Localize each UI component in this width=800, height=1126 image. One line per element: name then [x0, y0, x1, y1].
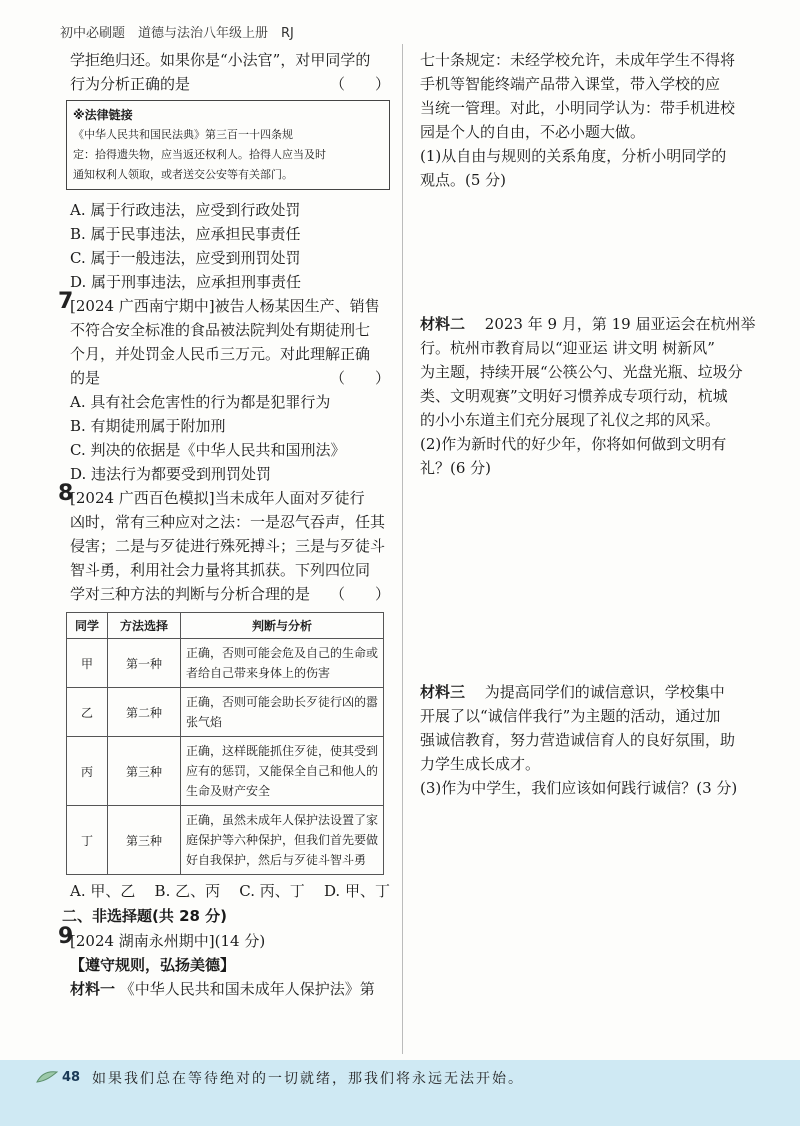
material-text: 为提高同学们的诚信意识，学校集中 — [469, 683, 725, 701]
answer-space[interactable] — [420, 800, 750, 960]
table-cell-analysis: 正确，否则可能会助长歹徒行凶的嚣张气焰 — [181, 688, 384, 737]
question-line: (1)从自由与规则的关系角度，分析小明同学的 — [420, 147, 727, 165]
table-cell-analysis: 正确，这样既能抓住歹徒，使其受到应有的惩罚，又能保全自己和他人的生命及财产安全 — [181, 737, 384, 806]
leaf-icon — [36, 1070, 58, 1084]
table-header: 判断与分析 — [181, 613, 384, 639]
q7-number: 7 — [58, 289, 74, 314]
table-cell-method: 第三种 — [108, 737, 181, 806]
law-link-line: 通知权利人领取，或者送交公安等有关部门。 — [73, 168, 293, 181]
column-divider — [402, 44, 403, 1054]
table-cell-analysis: 正确，否则可能会危及自己的生命或者给自己带来身体上的伤害 — [181, 639, 384, 688]
page-header — [60, 18, 760, 44]
material-line — [420, 312, 756, 336]
q6-text-line: 学拒绝归还。如果你是“小法官”，对甲同学的 — [70, 51, 371, 69]
material-line: 开展了以“诚信伴我行”为主题的活动，通过加 — [420, 707, 721, 725]
answer-paren[interactable]: （ ） — [329, 369, 390, 387]
table-cell-method: 第一种 — [108, 639, 181, 688]
law-link-line: 定：拾得遗失物，应当返还权利人。拾得人应当及时 — [73, 148, 326, 161]
table-cell-student: 丁 — [67, 806, 108, 875]
page-number: 48 — [62, 1070, 81, 1085]
q7-head — [58, 289, 390, 318]
material-line: 为主题，持续开展“公筷公勺、光盘光瓶、垃圾分 — [420, 363, 743, 381]
q8-table — [66, 612, 384, 875]
material-label: 材料一 — [70, 980, 116, 998]
footer-motto: 如果我们总在等待绝对的一切就绪，那我们将永远无法开始。 — [92, 1071, 524, 1087]
q8-text-line: 侵害；二是与歹徒进行殊死搏斗；三是与歹徒斗 — [70, 537, 386, 555]
material-text: 《中华人民共和国未成年人保护法》第 — [119, 980, 375, 998]
material-text: 2023 年 9 月，第 19 届亚运会在杭州举 — [469, 315, 756, 333]
table-cell-method: 第二种 — [108, 688, 181, 737]
table-header: 同学 — [67, 613, 108, 639]
material-line: 强诚信教育，努力营造诚信育人的良好氛围，助 — [420, 731, 736, 749]
question-line: (2)作为新时代的好少年，你将如何做到文明有 — [420, 435, 727, 453]
material-line: 当统一管理。对此，小明同学认为：带手机进校 — [420, 99, 736, 117]
law-link-box — [66, 100, 390, 190]
law-link-title: ※法律链接 — [73, 108, 133, 122]
q9-source: [2024 湖南永州期中](14 分) — [70, 932, 266, 950]
q7-option[interactable]: B. 有期徒刑属于附加刑 — [70, 417, 226, 435]
q6-option[interactable]: D. 属于刑事违法，应承担刑事责任 — [70, 273, 302, 291]
q8-option[interactable]: B. 乙、丙 — [154, 882, 221, 900]
table-cell-student: 甲 — [67, 639, 108, 688]
table-row — [67, 737, 384, 806]
material-label: 材料二 — [420, 315, 466, 333]
q8-text-line: [2024 广西百色模拟]当未成年人面对歹徒行 — [70, 489, 365, 507]
q7-text-line: [2024 广西南宁期中]被告人杨某因生产、销售 — [70, 297, 380, 315]
q6-option[interactable]: C. 属于一般违法，应受到刑罚处罚 — [70, 249, 301, 267]
q8-text-line — [70, 582, 390, 606]
answer-paren[interactable]: （ ） — [329, 585, 390, 603]
table-header: 方法选择 — [108, 613, 181, 639]
material-line: 手机等智能终端产品带入课堂，带入学校的应 — [420, 75, 721, 93]
q8-head — [58, 481, 390, 510]
material-line: 力学生成长成才。 — [420, 755, 541, 773]
q7-option[interactable]: A. 具有社会危害性的行为都是犯罪行为 — [70, 393, 331, 411]
q6-option[interactable]: A. 属于行政违法，应受到行政处罚 — [70, 201, 301, 219]
q6-option[interactable]: B. 属于民事违法，应承担民事责任 — [70, 225, 301, 243]
q6-text-fragment: 行为分析正确的是 — [70, 75, 191, 93]
answer-paren[interactable]: （ ） — [329, 75, 390, 93]
section-title: 二、非选择题(共 28 分) — [62, 907, 228, 925]
material-label: 材料三 — [420, 683, 466, 701]
material-line — [70, 977, 390, 1001]
q8-text-fragment: 学对三种方法的判断与分析合理的是 — [70, 585, 311, 603]
q7-option[interactable]: D. 违法行为都要受到刑罚处罚 — [70, 465, 272, 483]
q8-option[interactable]: A. 甲、乙 — [70, 882, 136, 900]
q7-text-line — [70, 366, 390, 390]
page-footer — [0, 1060, 800, 1126]
material-line: 类、文明观赛”文明好习惯养成专项行动，杭城 — [420, 387, 728, 405]
table-header-row — [67, 613, 384, 639]
question-line: (3)作为中学生，我们应该如何践行诚信？(3 分) — [420, 779, 738, 797]
q7-text-fragment: 的是 — [70, 369, 101, 387]
left-column — [58, 48, 390, 1001]
header-title: 初中必刷题 道德与法治八年级上册 RJ — [60, 26, 294, 41]
q8-options — [70, 879, 390, 903]
material-line — [420, 680, 750, 704]
q7-option[interactable]: C. 判决的依据是《中华人民共和国刑法》 — [70, 441, 346, 459]
right-column — [420, 48, 756, 960]
table-cell-method: 第三种 — [108, 806, 181, 875]
q9-head — [58, 924, 390, 953]
q6-text-line — [70, 72, 390, 96]
table-row — [67, 688, 384, 737]
law-link-line: 《中华人民共和国民法典》第三百一十四条规 — [73, 128, 293, 141]
question-line: 观点。(5 分) — [420, 171, 507, 189]
table-cell-student: 乙 — [67, 688, 108, 737]
q8-number: 8 — [58, 481, 74, 506]
table-row — [67, 639, 384, 688]
material-line: 的小小东道主们充分展现了礼仪之邦的风采。 — [420, 411, 721, 429]
table-row — [67, 806, 384, 875]
material-line: 园是个人的自由，不必小题大做。 — [420, 123, 646, 141]
q9-number: 9 — [58, 924, 74, 949]
answer-space[interactable] — [420, 192, 750, 312]
q8-option[interactable]: C. 丙、丁 — [239, 882, 305, 900]
material-line: 行。杭州市教育局以“迎亚运 讲文明 树新风” — [420, 339, 715, 357]
q8-text-line: 智斗勇，利用社会力量将其抓获。下列四位同 — [70, 561, 371, 579]
q9-theme: 【遵守规则，弘扬美德】 — [70, 956, 236, 974]
material-line: 七十条规定：未经学校允许，未成年学生不得将 — [420, 51, 736, 69]
q7-text-line: 个月，并处罚金人民币三万元。对此理解正确 — [70, 345, 371, 363]
q8-option[interactable]: D. 甲、丁 — [323, 882, 390, 900]
q8-text-line: 凶时，常有三种应对之法：一是忍气吞声，任其 — [70, 513, 386, 531]
answer-space[interactable] — [420, 480, 750, 680]
table-cell-student: 丙 — [67, 737, 108, 806]
question-line: 礼？(6 分) — [420, 459, 492, 477]
q7-text-line: 不符合安全标准的食品被法院判处有期徒刑七 — [70, 321, 371, 339]
table-cell-analysis: 正确，虽然未成年人保护法设置了家庭保护等六种保护，但我们首先要做好自我保护，然后与歹徒斗智斗勇 — [181, 806, 384, 875]
